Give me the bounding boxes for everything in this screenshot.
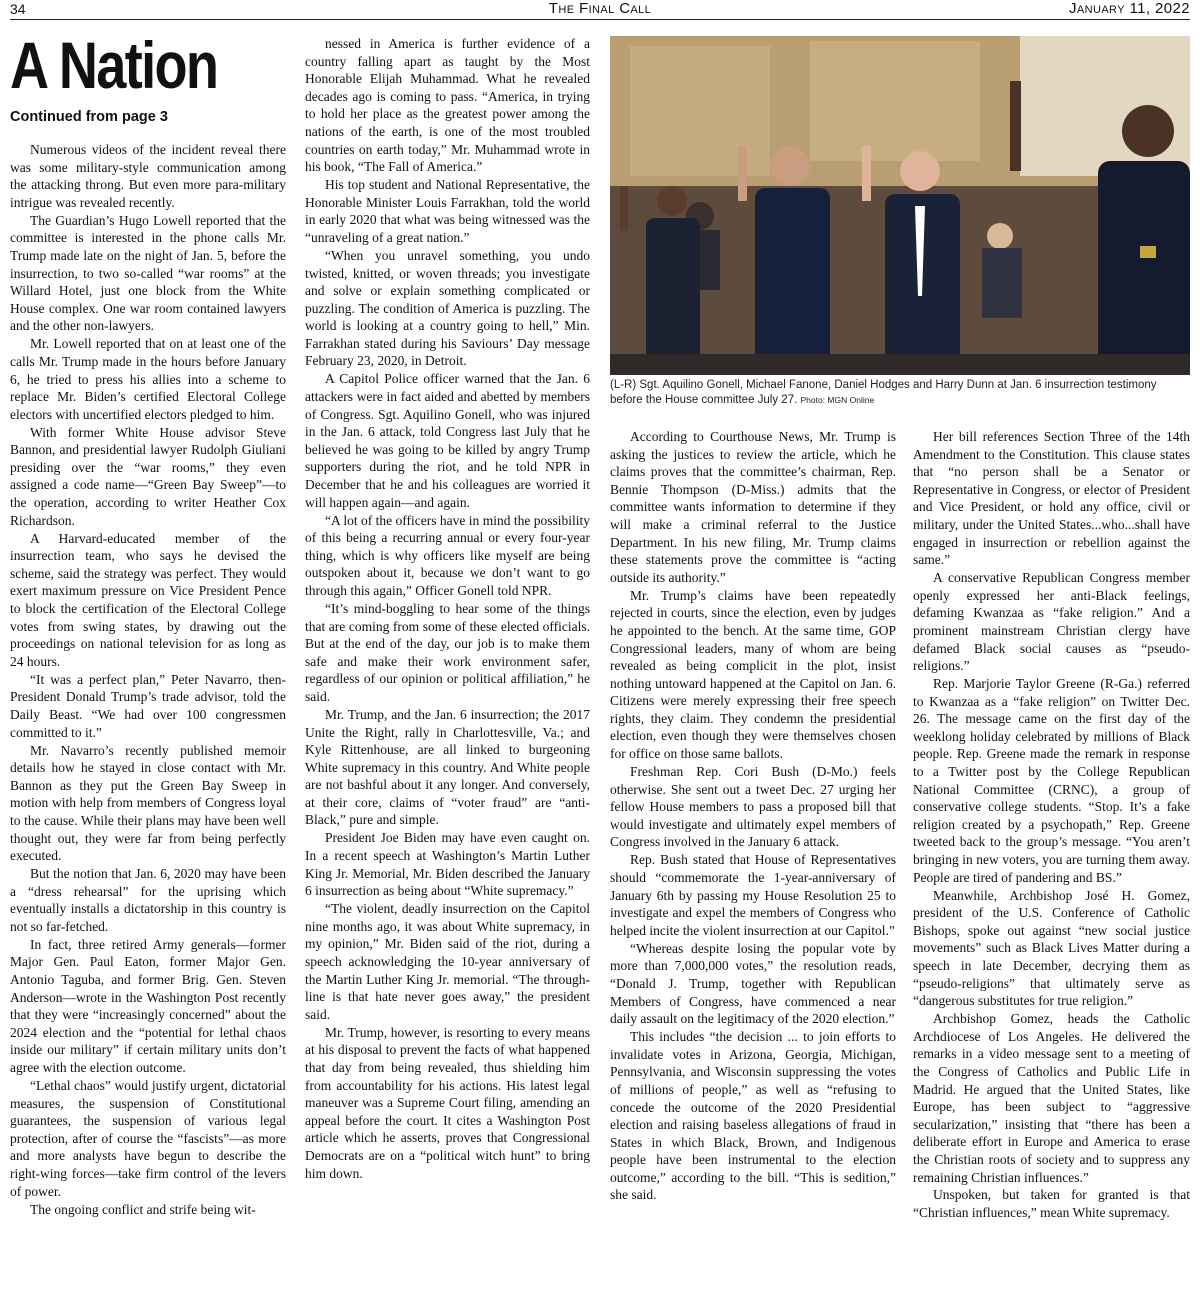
paragraph: Freshman Rep. Cori Bush (D-Mo.) feels otherwise. She sent out a tweet Dec. 27 urging her fellow House members to pass a proposed bill that would investigate and ultimately expel members of Congress involved in the January 6 attack. [610, 764, 896, 850]
paragraph: Mr. Trump, and the Jan. 6 insurrection; the 2017 Unite the Right, rally in Charlottesville, Va.; and Kyle Rittenhouse, are all linked to burgeoning White supremacy in this country. And White people are not bashful about it any longer. And conversely, at their core, claims of “voter fraud” are “anti-Black,” pure and simple. [305, 706, 590, 828]
paragraph: “It was a perfect plan,” Peter Navarro, then-President Donald Trump’s trade advisor, told the Daily Beast. “We had over 100 congressmen committed to it.” [10, 671, 286, 740]
paragraph: “A lot of the officers have in mind the possibility of this being a recurring annual or every four-year thing, which is why officers like myself are being outspoken about it, because we don’t want to go through this again,” Officer Gonell told NPR. [305, 512, 590, 598]
paragraph: His top student and National Representative, the Honorable Minister Louis Farrakhan, told the world in early 2020 that what was being witnessed was the “unraveling of a great nation.” [305, 177, 590, 245]
paragraph: The Guardian’s Hugo Lowell reported that the committee is interested in the phone calls Mr. Trump made late on the night of Jan. 5, before the insurrection, to two so-called “war rooms” at the Willard Hotel, just one block from the White House complex. One war room contained lawyers and the other non-lawyers. [10, 212, 286, 334]
paragraph: President Joe Biden may have even caught on. In a recent speech at Washington’s Martin Luther King Jr. Memorial, Mr. Biden described the January 6 insurrection as being about “White supremacy.” [305, 830, 590, 899]
article-column-3 [610, 428, 896, 1296]
article-column-2 [305, 35, 590, 1296]
paragraph: A Harvard-educated member of the insurrection team, who says he devised the scheme, said the strategy was perfect. They would exert maximum pressure on Vice President Pence to block the certification of the Electoral College votes from swing states, by drawing out the proceedings on national television for as long as 24 hours. [10, 530, 286, 669]
paragraph: Mr. Lowell reported that on at least one of the calls Mr. Trump made in the hours before January 6, he tried to press his allies into a scheme to replace Mr. Biden’s certified Electoral College electors with uncertified electors pledged to him. [10, 336, 286, 422]
paragraph: “The violent, deadly insurrection on the Capitol nine months ago, it was about White supremacy, in my opinion,” Mr. Biden said of the riot, during a speech acknowledging the 10-year anniversary of the Martin Luther King Jr. memorial. “The through-line is that hate never goes away,” the president said. [305, 901, 590, 1022]
page-number: 34 [10, 1, 26, 17]
paragraph: According to Courthouse News, Mr. Trump is asking the justices to review the article, which he claims proves that the committee’s chairman, Rep. Bennie Thompson (D-Miss.) admits that the committee wants information to determine if they will make a criminal referral to the Justice Department. In his new filing, Mr. Trump claims these statements prove the committee is “acting outside its authority.” [610, 429, 896, 585]
paragraph: A Capitol Police officer warned that the Jan. 6 attackers were in fact aided and abetted by members of Congress. Sgt. Aquilino Gonell, who was injured in the Jan. 6 attack, told Congress last July that he believed he was going to be killed by angry Trump supporters during the riot, and he told NPR in December that he and his colleagues are worried it will happen again—and again. [305, 371, 590, 510]
paragraph: “It’s mind-boggling to hear some of the things that are coming from some of these elected officials. But at the end of the day, our job is to make them safe and make their work environment safer, regardless of our opinion or political affiliation,” he said. [305, 600, 590, 704]
photo-credit: Photo: MGN Online [800, 394, 875, 405]
officers-photo-illustration [610, 36, 1190, 375]
paragraph: In fact, three retired Army generals—former Major Gen. Paul Eaton, former Major Gen. Antonio Taguba, and former Brig. Gen. Steven Anderson—wrote in the Washington Post recently that they were “increasingly concerned” about the 2024 election and the “potential for lethal chaos inside our military” if certain military units don’t agree with the election outcome. [10, 936, 286, 1075]
photo-caption [610, 378, 1190, 407]
paragraph: Her bill references Section Three of the 14th Amendment to the Constitution. This clause states that “no person shall be a Senator or Representative in Congress, or elector of President and Vice President, or hold any office, civil or military, under the United States...who...shall have engaged in insurrection or rebellion against the same.” [913, 429, 1190, 568]
paragraph: A conservative Republican Congress member openly expressed her anti-Black feelings, defaming Kwanzaa as “fake religion.” And a prominent mainstream Christian clergy have defamed Black social causes as “pseudo-religions.” [913, 570, 1190, 674]
issue-date: January 11, 2022 [1069, 0, 1190, 17]
paragraph: “When you unravel something, you undo twisted, knitted, or woven threads; you investigate and solve or explain something complicated or puzzling. The condition of America is puzzling. The world is looking at a country going to hell,” Min. Farrakhan stated during his Saviours’ Day message February 23, 2020, in Detroit. [305, 247, 590, 369]
paragraph: The ongoing conflict and strife being wit- [30, 1201, 256, 1217]
paragraph: “Lethal chaos” would justify urgent, dictatorial measures, the suspension of Constitutional guarantees, the suspension of various legal protection, after of course the “fascists”—as more and more analysts have begun to describe the right-wing forces—take firm control of the levers of power. [10, 1077, 286, 1199]
article-column-4 [913, 428, 1190, 1296]
page-header [10, 0, 1190, 20]
paragraph: “Whereas despite losing the popular vote by more than 7,000,000 votes,” the resolution reads, “Donald J. Trump, together with Republican Members of Congress, have commenced a near daily assault on the legitimacy of the 2020 election.” [610, 940, 896, 1027]
paragraph: Mr. Navarro’s recently published memoir details how he stayed in close contact with Mr. Bannon as they put the Green Bay Sweep in motion with help from members of Congress loyal to the cause. While their plans may have been well thought out, they were far from being perfectly executed. [10, 742, 286, 864]
paragraph: This includes “the decision ... to join efforts to invalidate votes in Arizona, Georgia, Michigan, Pennsylvania, and Wisconsin suppressing the votes of millions of people,” as well as “refusing to concede the outcome of the 2020 Presidential election and raising baseless allegations of fraud in States in which Black, Brown, and Indigenous people have been instrumental to the election outcome,” according to the bill. “This is sedition,” she said. [610, 1029, 896, 1203]
paragraph: With former White House advisor Steve Bannon, and presidential lawyer Rudolph Giuliani presiding over the “war rooms,” they even assigned a code name—“Green Bay Sweep”—to the operation, according to writer Heather Cox Richardson. [10, 424, 286, 528]
caption-text: (L-R) Sgt. Aquilino Gonell, Michael Fanone, Daniel Hodges and Harry Dunn at Jan. 6 insurrection testimony before the House committee July 27. [610, 379, 1157, 406]
paragraph: Rep. Marjorie Taylor Greene (R-Ga.) referred to Kwanzaa as a “fake religion” on Twitter Dec. 26. The message came on the first day of the weeklong holiday celebrated by millions of Black people. Rep. Greene made the remark in response to a Twitter post by the College Republican National Committee (CRNC), a group of conservative college students. “Stop. It’s a fake religion created by a psychopath,” Rep. Greene tweeted back to the group’s message. “You aren’t bringing in new voters, you are turning them away. People are tired of pandering and BS.” [913, 676, 1190, 885]
paragraph: Unspoken, but taken for granted is that “Christian influences,” mean White supremacy. [913, 1187, 1190, 1221]
article-column-1 [10, 141, 286, 1296]
headline: A Nation [10, 28, 218, 102]
testimony-photo [610, 36, 1190, 375]
paragraph: But the notion that Jan. 6, 2020 may have been a “dress rehearsal” for the uprising which eventually installs a dictatorship in this country is not so far-fetched. [10, 866, 286, 934]
paragraph: nessed in America is further evidence of a country falling apart as taught by the Most Honorable Elijah Muhammad. What he revealed decades ago is coming to pass. “America, in trying to hold her place as the greatest power among the nations of the earth, is one of the most troubled countries on earth today,” Mr. Muhammad wrote in his book, “The Fall of America.” [305, 36, 590, 175]
publication-name: The Final Call [548, 0, 652, 17]
paragraph: Mr. Trump’s claims have been repeatedly rejected in courts, since the election, even by judges he appointed to the bench. At the same time, GOP Congressional leaders, many of whom are being revealed as being complicit in the plot, insist nothing untoward happened at the Capitol on Jan. 6. Citizens were merely expressing their free speech rights, they claim. They condemn the presidential election, even though they were themselves chosen for office on those same ballots. [610, 587, 896, 762]
continued-from-label: Continued from page 3 [10, 109, 168, 125]
paragraph: Numerous videos of the incident reveal there was some military-style communication among the attacking throng. But even more para-military intrigue was revealed recently. [10, 142, 286, 210]
paragraph: Mr. Trump, however, is resorting to every means at his disposal to prevent the facts of what happened that day from being revealed, thus shielding him from accountability for his actions. His latest legal maneuver was a Supreme Court filing, amending an appeal before the court. It cites a Washington Post article which he asserts, proves that Congressional Democrats are on a “political witch hunt” to bring him down. [305, 1024, 590, 1181]
paragraph: Archbishop Gomez, heads the Catholic Archdiocese of Los Angeles. He delivered the remarks in a video message sent to a meeting of the Congress of Catholics and Public Life in Madrid. He argued that the United States, like Europe, has been subject to “aggressive secularization,” insisting that “there has been a deliberate effort in Europe and America to erase the Christian roots of society and to suppress any remaining Christian influences.” [913, 1011, 1190, 1185]
paragraph: Meanwhile, Archbishop José H. Gomez, president of the U.S. Conference of Catholic Bishops, spoke out against “new social justice movements” such as Black Lives Matter during a speech in late December, decrying them as “pseudo-religions” that ultimately serve as “dangerous substitutes for true religion.” [913, 887, 1190, 1009]
paragraph: Rep. Bush stated that House of Representatives should “commemorate the 1-year-anniversary of January 6th by passing my House Resolution 25 to investigate and expel the members of Congress who helped incite the violent insurrection at our Capitol.” [610, 852, 896, 938]
